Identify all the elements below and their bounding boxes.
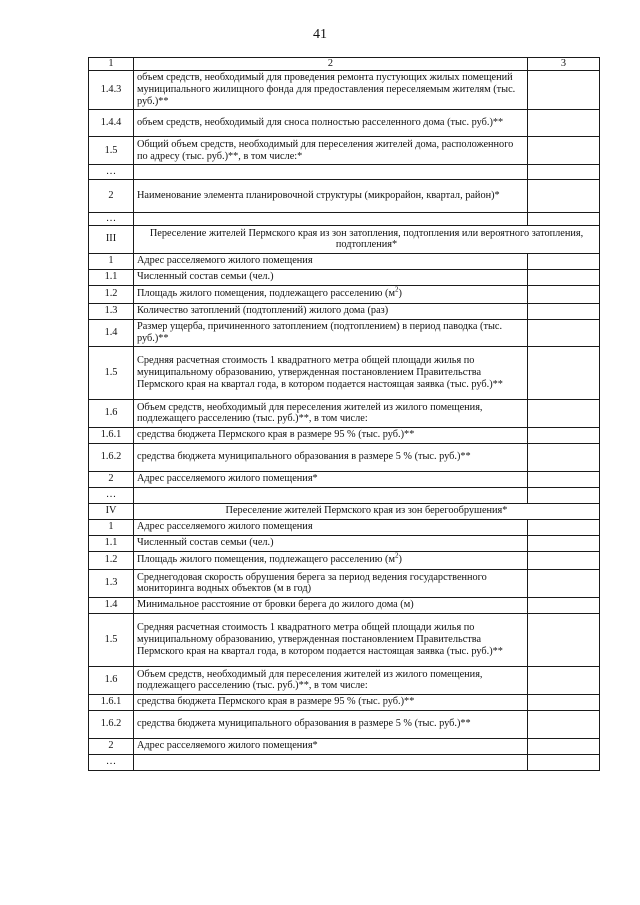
row-value-cell bbox=[528, 754, 600, 770]
table-row bbox=[89, 213, 600, 226]
section-title: Переселение жителей Пермского края из зон затопления, подтопления или вероятного затопления, подтопления* bbox=[134, 225, 600, 253]
table-row bbox=[89, 269, 600, 285]
row-number: 2 bbox=[89, 180, 134, 213]
row-description bbox=[134, 213, 528, 226]
row-value-cell bbox=[528, 666, 600, 694]
row-description: объем средств, необходимый для сноса полностью расселенного дома (тыс. руб.)** bbox=[134, 110, 528, 137]
row-number: 1.4 bbox=[89, 597, 134, 613]
row-description-text: Площадь жилого помещения, подлежащего расселению (м bbox=[137, 554, 395, 566]
row-value-cell bbox=[528, 597, 600, 613]
row-value-cell bbox=[528, 399, 600, 427]
row-value-cell bbox=[528, 535, 600, 551]
table-row bbox=[89, 613, 600, 666]
row-number: 1.6 bbox=[89, 399, 134, 427]
row-number: 1.3 bbox=[89, 569, 134, 597]
table-row bbox=[89, 471, 600, 487]
table-row bbox=[89, 597, 600, 613]
row-number: 1 bbox=[89, 519, 134, 535]
row-number: 1.1 bbox=[89, 269, 134, 285]
row-value-cell bbox=[528, 319, 600, 346]
row-description: Объем средств, необходимый для переселения жителей из жилого помещения, подлежащего расселению (тыс. руб.)**, в том числе: bbox=[134, 666, 528, 694]
row-number: 1.5 bbox=[89, 137, 134, 165]
row-number: … bbox=[89, 487, 134, 503]
row-value-cell bbox=[528, 137, 600, 165]
row-value-cell bbox=[528, 165, 600, 180]
row-value-cell bbox=[528, 213, 600, 226]
superscript: 2 bbox=[394, 551, 399, 560]
section-title: Переселение жителей Пермского края из зон берегообрушения* bbox=[134, 503, 600, 519]
row-description bbox=[134, 754, 528, 770]
table-row bbox=[89, 519, 600, 535]
row-value-cell bbox=[528, 569, 600, 597]
table-row bbox=[89, 110, 600, 137]
row-description: средства бюджета Пермского края в размере 95 % (тыс. руб.)** bbox=[134, 694, 528, 710]
row-value-cell bbox=[528, 427, 600, 443]
row-description: Адрес расселяемого жилого помещения* bbox=[134, 471, 528, 487]
table-row bbox=[89, 569, 600, 597]
table-row bbox=[89, 303, 600, 319]
row-value-cell bbox=[528, 694, 600, 710]
table-row bbox=[89, 551, 600, 569]
table-row bbox=[89, 443, 600, 471]
row-description: Численный состав семьи (чел.) bbox=[134, 535, 528, 551]
row-number: … bbox=[89, 165, 134, 180]
row-number: 2 bbox=[89, 738, 134, 754]
table-row bbox=[89, 754, 600, 770]
row-description: Адрес расселяемого жилого помещения bbox=[134, 519, 528, 535]
table-row bbox=[89, 738, 600, 754]
superscript: 2 bbox=[394, 285, 399, 294]
row-description: Средняя расчетная стоимость 1 квадратного метра общей площади жилья по муниципальному образованию, утвержденная постановлением Правительства Пермского края на квартал года, в котором подается настоящая заявка (тыс. руб.)** bbox=[134, 346, 528, 399]
data-table bbox=[88, 57, 600, 771]
row-value-cell bbox=[528, 613, 600, 666]
table-row bbox=[89, 535, 600, 551]
row-description bbox=[134, 165, 528, 180]
row-number: 1.4.4 bbox=[89, 110, 134, 137]
row-number: 1.6.2 bbox=[89, 443, 134, 471]
table-row bbox=[89, 165, 600, 180]
row-description: объем средств, необходимый для проведения ремонта пустующих жилых помещений муниципального жилищного фонда для предоставления переселяемым жителям (тыс. руб.)** bbox=[134, 71, 528, 110]
row-description: Общий объем средств, необходимый для переселения жителей дома, расположенного по адресу (тыс. руб.)**, в том числе:* bbox=[134, 137, 528, 165]
row-value-cell bbox=[528, 519, 600, 535]
row-description: Среднегодовая скорость обрушения берега за период ведения государственного мониторинга водных объектов (м в год) bbox=[134, 569, 528, 597]
row-description bbox=[134, 487, 528, 503]
table-row bbox=[89, 710, 600, 738]
section-header-row bbox=[89, 503, 600, 519]
table-header-row bbox=[89, 58, 600, 71]
row-value-cell bbox=[528, 180, 600, 213]
row-number: 1.6 bbox=[89, 666, 134, 694]
row-description: средства бюджета муниципального образования в размере 5 % (тыс. руб.)** bbox=[134, 443, 528, 471]
row-value-cell bbox=[528, 303, 600, 319]
table-row bbox=[89, 137, 600, 165]
row-value-cell bbox=[528, 253, 600, 269]
row-description-text: Площадь жилого помещения, подлежащего расселению (м bbox=[137, 288, 395, 300]
row-description: Объем средств, необходимый для переселения жителей из жилого помещения, подлежащего расселению (тыс. руб.)**, в том числе: bbox=[134, 399, 528, 427]
header-col-3: 3 bbox=[528, 58, 600, 71]
row-description: Минимальное расстояние от бровки берега до жилого дома (м) bbox=[134, 597, 528, 613]
header-col-2: 2 bbox=[134, 58, 528, 71]
row-number: 1.5 bbox=[89, 613, 134, 666]
row-number: … bbox=[89, 213, 134, 226]
table-row bbox=[89, 180, 600, 213]
table-row bbox=[89, 319, 600, 346]
row-number: 1.4 bbox=[89, 319, 134, 346]
row-number: 1.6.2 bbox=[89, 710, 134, 738]
row-number: … bbox=[89, 754, 134, 770]
section-header-row bbox=[89, 225, 600, 253]
row-number: 1.2 bbox=[89, 285, 134, 303]
row-value-cell bbox=[528, 738, 600, 754]
row-number: 2 bbox=[89, 471, 134, 487]
table-row bbox=[89, 346, 600, 399]
table-row bbox=[89, 71, 600, 110]
table-row bbox=[89, 487, 600, 503]
row-value-cell bbox=[528, 471, 600, 487]
row-description: Количество затоплений (подтоплений) жилого дома (раз) bbox=[134, 303, 528, 319]
table-row bbox=[89, 666, 600, 694]
row-description: средства бюджета Пермского края в размере 95 % (тыс. руб.)** bbox=[134, 427, 528, 443]
row-description: Численный состав семьи (чел.) bbox=[134, 269, 528, 285]
row-description-tail: ) bbox=[398, 288, 402, 300]
row-description: Наименование элемента планировочной структуры (микрорайон, квартал, район)* bbox=[134, 180, 528, 213]
row-value-cell bbox=[528, 551, 600, 569]
row-number: 1.2 bbox=[89, 551, 134, 569]
table-row bbox=[89, 253, 600, 269]
row-value-cell bbox=[528, 710, 600, 738]
row-description: Адрес расселяемого жилого помещения* bbox=[134, 738, 528, 754]
row-number: 1 bbox=[89, 253, 134, 269]
row-value-cell bbox=[528, 110, 600, 137]
row-description: средства бюджета муниципального образования в размере 5 % (тыс. руб.)** bbox=[134, 710, 528, 738]
row-number: 1.6.1 bbox=[89, 694, 134, 710]
row-description: Размер ущерба, причиненного затоплением (подтоплением) в период паводка (тыс. руб.)** bbox=[134, 319, 528, 346]
row-number: 1.6.1 bbox=[89, 427, 134, 443]
row-number: 1.1 bbox=[89, 535, 134, 551]
row-value-cell bbox=[528, 285, 600, 303]
row-value-cell bbox=[528, 71, 600, 110]
page-number: 41 bbox=[313, 27, 327, 42]
row-number: 1.4.3 bbox=[89, 71, 134, 110]
row-description bbox=[134, 285, 528, 303]
table-row bbox=[89, 694, 600, 710]
table-row bbox=[89, 427, 600, 443]
row-number: 1.5 bbox=[89, 346, 134, 399]
row-value-cell bbox=[528, 487, 600, 503]
row-number: 1.3 bbox=[89, 303, 134, 319]
row-number: III bbox=[89, 225, 134, 253]
row-value-cell bbox=[528, 346, 600, 399]
row-value-cell bbox=[528, 443, 600, 471]
row-description-tail: ) bbox=[398, 554, 402, 566]
table-row bbox=[89, 285, 600, 303]
row-description bbox=[134, 551, 528, 569]
row-description: Адрес расселяемого жилого помещения bbox=[134, 253, 528, 269]
table-row bbox=[89, 399, 600, 427]
row-value-cell bbox=[528, 269, 600, 285]
row-description: Средняя расчетная стоимость 1 квадратного метра общей площади жилья по муниципальному образованию, утвержденная постановлением Правительства Пермского края на квартал года, в котором подается настоящая заявка (тыс. руб.)** bbox=[134, 613, 528, 666]
header-col-1: 1 bbox=[89, 58, 134, 71]
row-number: IV bbox=[89, 503, 134, 519]
